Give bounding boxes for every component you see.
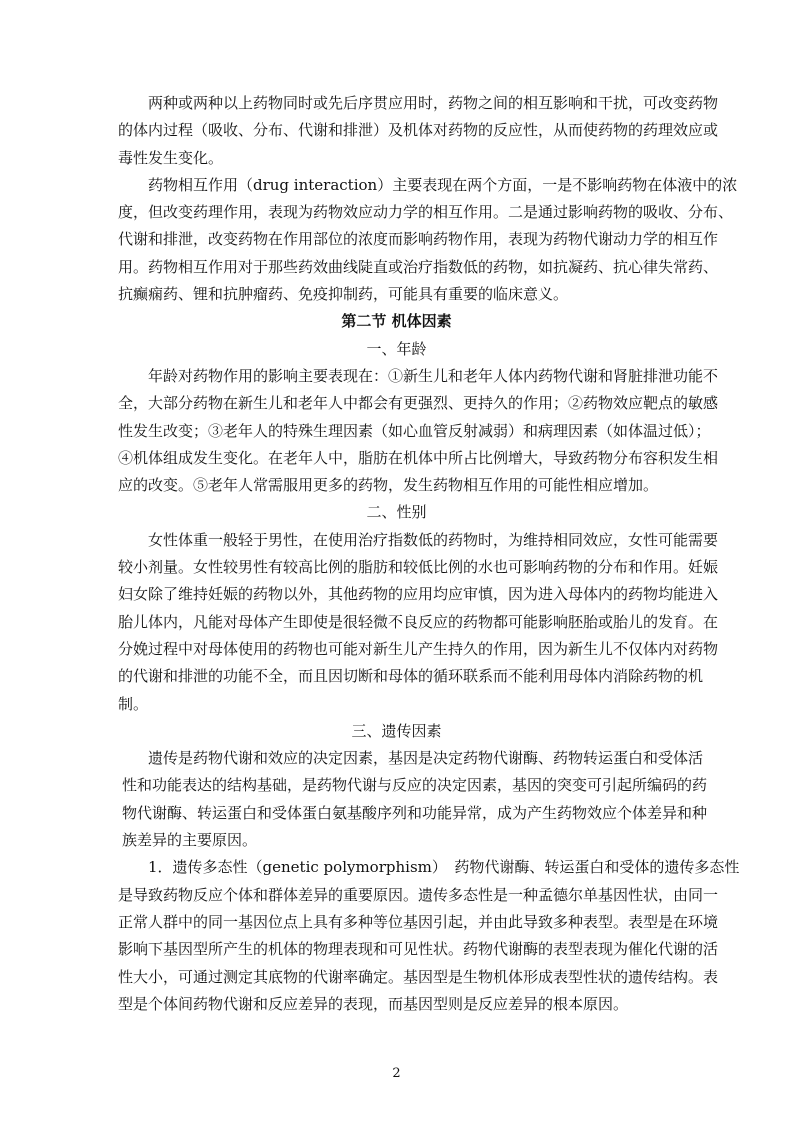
text-line: 全，大部分药物在新生儿和老年人中都会有更强烈、更持久的作用；②药物效应靶点的敏感	[118, 394, 719, 413]
text-line: 物代谢酶、转运蛋白和受体蛋白氨基酸序列和功能异常，成为产生药物效应个体差异和种	[122, 803, 708, 822]
document-body	[118, 90, 740, 1018]
text-line: 遗传是药物代谢和效应的决定因素，基因是决定药物代谢酶、药物转运蛋白和受体活	[148, 749, 704, 768]
subsection-heading: 一、年龄	[366, 339, 427, 358]
text-line: 年龄对药物作用的影响主要表现在：①新生儿和老年人体内药物代谢和肾脏排泄功能不	[148, 366, 719, 385]
text-line: ④机体组成发生变化。在老年人中，脂肪在机体中所占比例增大，导致药物分布容积发生相	[118, 448, 719, 467]
text-line: 女性体重一般轻于男性，在使用治疗指数低的药物时，为维持相同效应，女性可能需要	[148, 530, 719, 549]
page-number: 2	[392, 1066, 401, 1081]
paragraph	[118, 745, 708, 854]
text-line: 两种或两种以上药物同时或先后序贯应用时，药物之间的相互影响和干扰，可改变药物	[148, 94, 719, 112]
paragraph	[118, 527, 719, 718]
text-line: 药物相互作用（drug interaction）主要表现在两个方面，一是不影响药物在体液中的浓	[148, 175, 738, 194]
text-line: 妇女除了维持妊娠的药物以外，其他药物的应用均应审慎，因为进入母体内的药物均能进入	[118, 585, 719, 604]
text-line: 的代谢和排泄的功能不全，而且因切断和母体的循环联系而不能利用母体内消除药物的机	[118, 667, 704, 686]
text-line: 代谢和排泄，改变药物在作用部位的浓度而影响药物作用，表现为药物代谢动力学的相互作	[118, 230, 719, 249]
text-line: 正常人群中的同一基因位点上具有多种等位基因引起，并由此导致多种表型。表型是在环境	[118, 912, 719, 931]
text-line: 抗癫痫药、锂和抗肿瘤药、免疫抑制药，可能具有重要的临床意义。	[118, 285, 569, 304]
text-line: 型是个体间药物代谢和反应差异的表现，而基因型则是反应差异的根本原因。	[118, 994, 629, 1013]
text-line: 性大小，可通过测定其底物的代谢率确定。基因型是生物机体形成表型性状的遗传结构。表	[118, 967, 719, 986]
text-line: 用。药物相互作用对于那些药效曲线陡直或治疗指数低的药物，如抗凝药、抗心律失常药、	[118, 257, 719, 276]
paragraph	[118, 90, 719, 172]
text-line: 胎儿体内，凡能对母体产生即使是很轻微不良反应的药物都可能影响胚胎或胎儿的发育。在	[118, 612, 719, 631]
text-line: 1．遗传多态性（genetic polymorphism） 药物代谢酶、转运蛋白和受体的遗传多态性	[148, 858, 740, 877]
text-line: 应的改变。⑤老年人常需服用更多的药物，发生药物相互作用的可能性相应增加。	[118, 476, 659, 495]
text-line: 性和功能表达的结构基础，是药物代谢与反应的决定因素，基因的突变可引起所编码的药	[122, 776, 708, 795]
text-line: 性发生改变；③老年人的特殊生理因素（如心血管反射减弱）和病理因素（如体温过低）；	[118, 421, 711, 440]
section-heading: 第二节 机体因素	[341, 312, 452, 331]
text-line: 毒性发生变化。	[118, 148, 224, 167]
paragraph	[118, 172, 738, 308]
text-line: 的体内过程（吸收、分布、代谢和排泄）及机体对药物的反应性，从而使药物的药理效应或	[118, 121, 719, 140]
text-line: 度，但改变药理作用，表现为药物效应动力学的相互作用。二是通过影响药物的吸收、分布、	[118, 203, 734, 222]
text-line: 分娩过程中对母体使用的药物也可能对新生儿产生持久的作用，因为新生儿不仅体内对药物	[118, 639, 719, 658]
text-line: 是导致药物反应个体和群体差异的重要原因。遗传多态性是一种孟德尔单基因性状，由同一	[118, 885, 719, 904]
text-line: 制。	[118, 694, 149, 713]
subsection-heading: 二、性别	[366, 503, 427, 522]
paragraph	[118, 363, 719, 499]
text-line: 影响下基因型所产生的机体的物理表现和可见性状。药物代谢酶的表型表现为催化代谢的活	[118, 940, 719, 959]
text-line: 较小剂量。女性较男性有较高比例的脂肪和较低比例的水也可影响药物的分布和作用。妊娠	[118, 558, 719, 577]
subsection-heading: 三、遗传因素	[351, 721, 442, 740]
text-line: 族差异的主要原因。	[122, 831, 258, 850]
paragraph	[118, 854, 740, 1018]
